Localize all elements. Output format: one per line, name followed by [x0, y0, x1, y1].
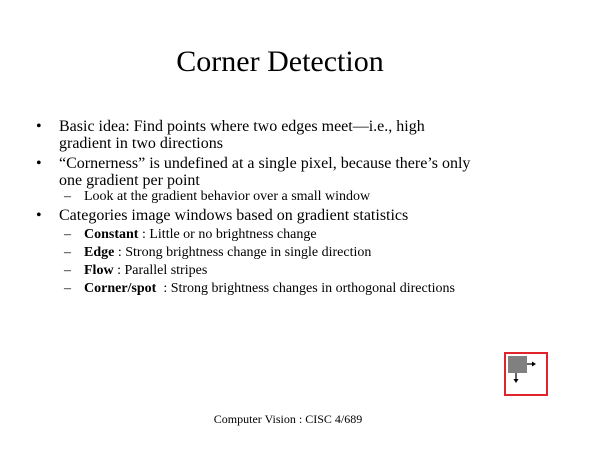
- subbullet-text: [84, 227, 564, 243]
- subbullet-marker: –: [64, 281, 71, 296]
- bullet-item-basic-idea: [36, 118, 476, 152]
- bullet-text: “Cornerness” is undefined at a single pixel, because there’s only one gradient per point: [59, 155, 471, 189]
- subbullet-text: [84, 245, 564, 261]
- bullet-item-categories: [36, 207, 476, 224]
- term-constant: Constant: [84, 227, 139, 242]
- subbullet-text: Look at the gradient behavior over a small window: [84, 189, 371, 204]
- subbullet-item-constant: [64, 227, 564, 243]
- subbullet-marker: –: [64, 245, 71, 260]
- corner-diagram: [504, 352, 548, 396]
- slide-footer: Computer Vision : CISC 4/689: [213, 412, 363, 426]
- subbullet-item-flow: [64, 263, 564, 279]
- bullet-text: Basic idea: Find points where two edges meet—i.e., high gradient in two directions: [59, 118, 425, 152]
- subbullet-item-gradient-window: [64, 189, 564, 205]
- term-description: : Parallel stripes: [113, 263, 208, 278]
- term-description: : Strong brightness change in single direction: [114, 245, 372, 260]
- term-description: : Strong brightness changes in orthogonal directions: [156, 281, 455, 296]
- term-description: : Little or no brightness change: [138, 227, 317, 242]
- corner-image-patch: [508, 356, 527, 373]
- term-corner-spot: Corner/spot: [84, 281, 157, 296]
- subbullet-marker: –: [64, 227, 71, 242]
- term-flow: Flow: [84, 263, 114, 278]
- subbullet-text: [84, 281, 564, 297]
- subbullet-item-corner-spot: [64, 281, 564, 297]
- subbullet-marker: –: [64, 189, 71, 204]
- subbullet-text: [84, 263, 564, 279]
- subbullet-marker: –: [64, 263, 71, 278]
- bullet-text: Categories image windows based on gradient statistics: [59, 207, 409, 224]
- subbullet-item-edge: [64, 245, 564, 261]
- bullet-item-cornerness: [36, 155, 476, 189]
- slide-title: Corner Detection: [176, 45, 384, 78]
- bullet-marker: •: [36, 207, 42, 224]
- term-edge: Edge: [84, 245, 115, 260]
- bullet-marker: •: [36, 118, 42, 135]
- bullet-marker: •: [36, 155, 42, 172]
